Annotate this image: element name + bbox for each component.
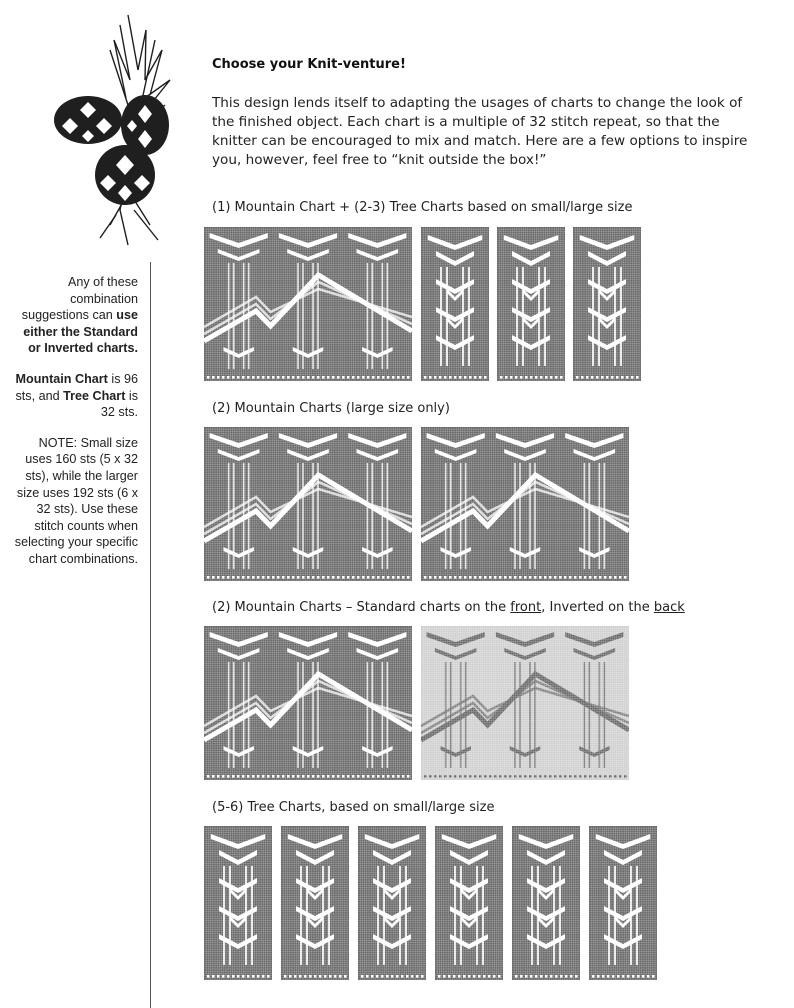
mountain-chart-standard bbox=[421, 427, 629, 581]
sidebar-divider bbox=[150, 262, 151, 1008]
page-title: Choose your Knit-venture! bbox=[212, 57, 406, 72]
tree-chart-standard bbox=[421, 227, 489, 381]
section-1-heading: (1) Mountain Chart + (2-3) Tree Charts based on small/large size bbox=[212, 200, 633, 215]
mountain-count: is 96 sts, bbox=[15, 371, 138, 403]
mountain-chart-standard bbox=[204, 227, 412, 381]
tree-chart-standard bbox=[512, 826, 580, 980]
tree-chart-standard bbox=[358, 826, 426, 980]
mountain-chart-front bbox=[204, 626, 412, 780]
section-2-heading: (2) Mountain Charts (large size only) bbox=[212, 401, 450, 416]
tree-chart-standard bbox=[435, 826, 503, 980]
mountain-chart-standard bbox=[204, 427, 412, 581]
tree-chart-label: Tree Chart bbox=[63, 388, 126, 403]
sidebar-note-chart-types bbox=[14, 274, 138, 357]
section-4-heading: (5-6) Tree Charts, based on small/large size bbox=[212, 800, 495, 815]
tree-chart-standard bbox=[573, 227, 641, 381]
tree-chart-standard bbox=[497, 227, 565, 381]
pinecone-illustration bbox=[50, 10, 180, 250]
back-label: back bbox=[653, 600, 685, 615]
mountain-chart-label: Mountain Chart bbox=[15, 371, 108, 386]
intro-paragraph: This design lends itself to adapting the usages of charts to change the look of the finished object. Each chart is a multiple of 32 stitch repeat, so that the knitter can be encouraged to mix and match. Here are a few options to inspire you, however, feel free to “knit outside the box!” bbox=[212, 95, 748, 168]
sidebar-note-sizes: NOTE: Small size uses 160 sts (5 x 32 sts), while the larger size uses 192 sts (6 x 32 sts). Use these stitch counts when selecting your specific chart combinations. bbox=[14, 435, 138, 566]
note-emphasis: use either the Standard or Inverted charts. bbox=[23, 308, 138, 356]
tree-chart-standard bbox=[281, 826, 349, 980]
note-text: and bbox=[38, 388, 60, 403]
section-3-heading bbox=[212, 600, 685, 615]
heading-text: , Inverted on the bbox=[541, 600, 654, 615]
front-label: front bbox=[510, 600, 542, 615]
tree-chart-standard bbox=[589, 826, 657, 980]
sidebar-notes bbox=[14, 274, 138, 582]
sidebar-note-stitch-counts bbox=[14, 371, 138, 421]
tree-chart-standard bbox=[204, 826, 272, 980]
note-text: Any of these combination suggestions can bbox=[21, 275, 138, 323]
mountain-chart-back-inverted bbox=[421, 626, 629, 780]
heading-text: (2) Mountain Charts – Standard charts on the bbox=[212, 600, 511, 615]
tree-count: is 32 sts. bbox=[100, 388, 138, 420]
